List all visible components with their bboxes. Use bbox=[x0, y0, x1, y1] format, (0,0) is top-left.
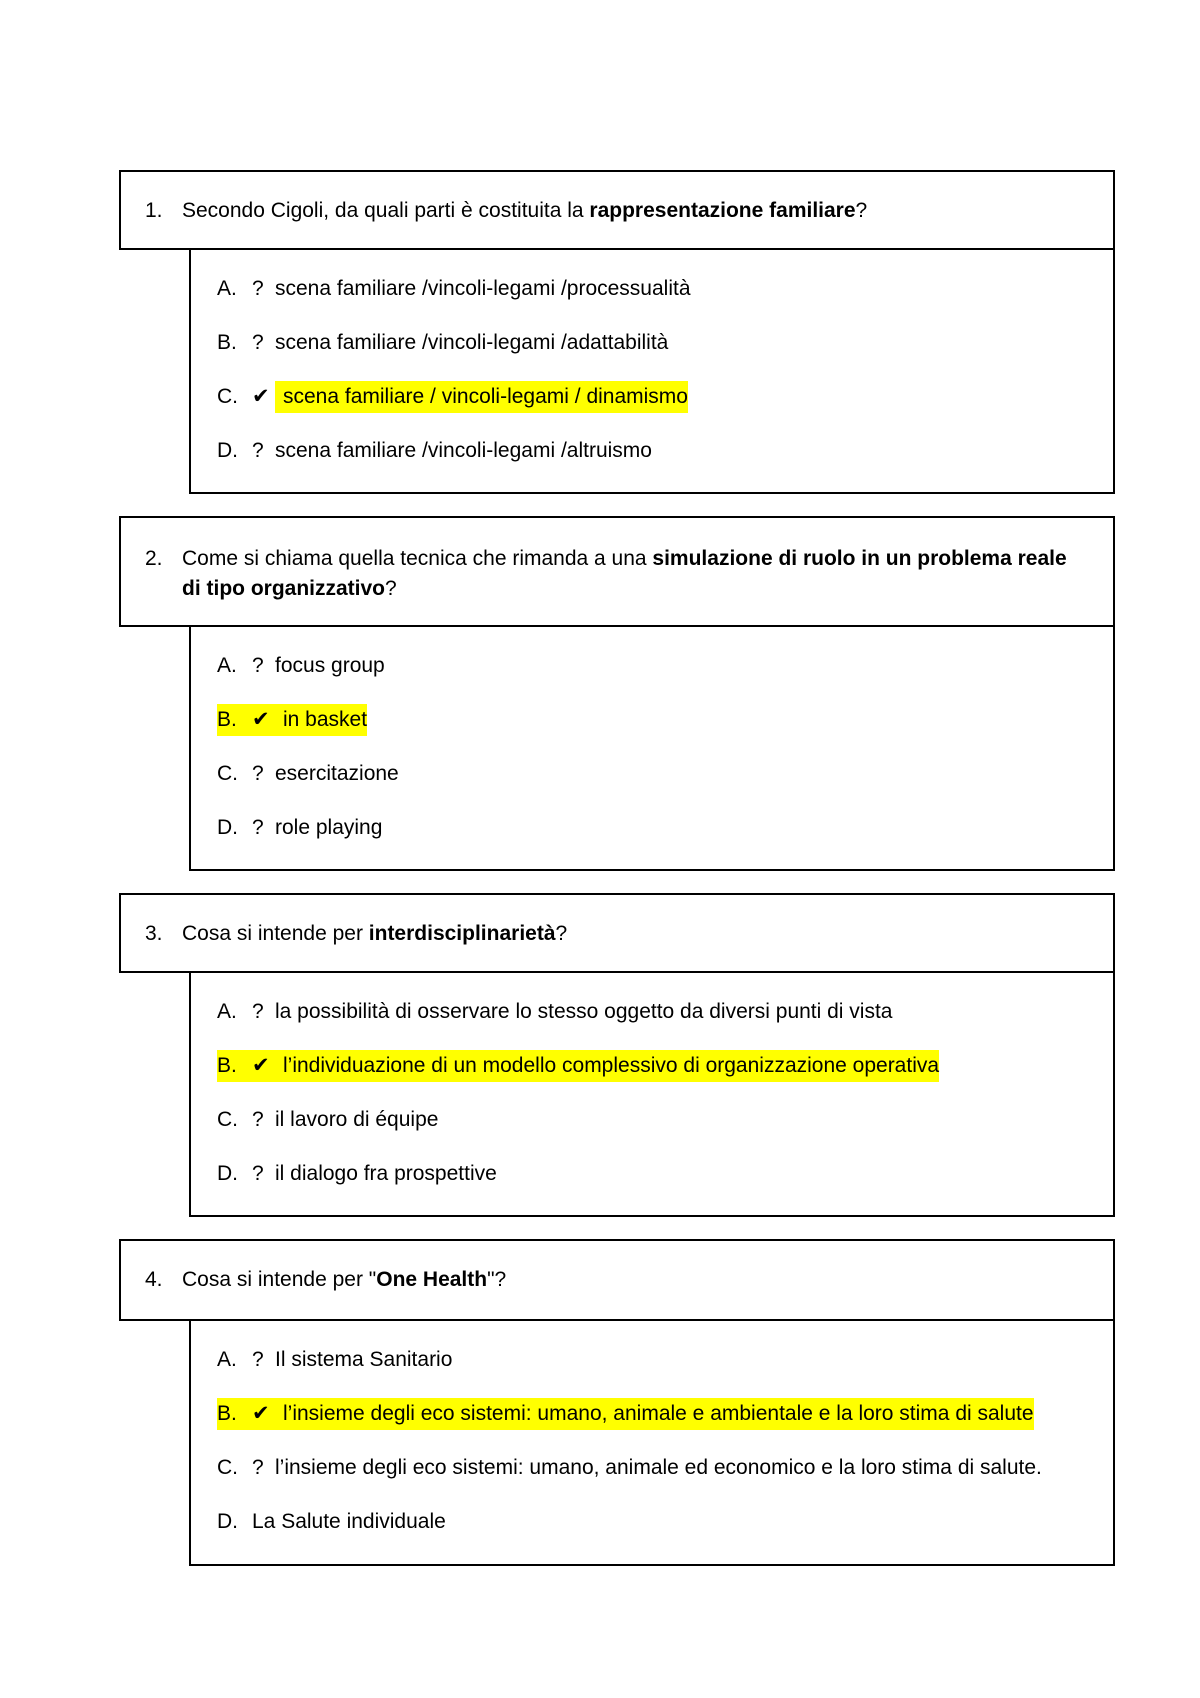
option-letter: D. bbox=[217, 1510, 238, 1533]
option-b-correct[interactable] bbox=[217, 704, 367, 736]
question-number: 2. bbox=[145, 547, 163, 570]
question-mark-icon: ? bbox=[252, 277, 264, 300]
question-box bbox=[119, 170, 1115, 250]
answers-box bbox=[189, 973, 1115, 1217]
option-text: esercitazione bbox=[275, 762, 399, 785]
option-letter: C. bbox=[217, 1456, 238, 1479]
question-keyword: simulazione di ruolo in un problema reale di tipo organizzativo bbox=[182, 547, 1067, 600]
option-letter: B. bbox=[217, 1402, 237, 1425]
question-box bbox=[119, 1239, 1115, 1321]
option-text: la possibilità di osservare lo stesso oggetto da diversi punti di vista bbox=[275, 1000, 893, 1023]
question-box bbox=[119, 893, 1115, 973]
option-text: scena familiare /vincoli-legami /processualità bbox=[275, 277, 691, 300]
checkmark-icon: ✔ bbox=[252, 1402, 270, 1425]
option-d[interactable] bbox=[217, 1158, 497, 1190]
option-letter: D. bbox=[217, 1162, 238, 1185]
answers-box bbox=[189, 1321, 1115, 1566]
question-mark-icon: ? bbox=[252, 331, 264, 354]
question-mark-icon: ? bbox=[252, 654, 264, 677]
option-text: l’insieme degli eco sistemi: umano, animale ed economico e la loro stima di salute. bbox=[275, 1456, 1042, 1479]
option-text: il lavoro di équipe bbox=[275, 1108, 439, 1131]
option-c[interactable] bbox=[217, 758, 399, 790]
answers-box bbox=[189, 627, 1115, 871]
question-text: 4. Cosa si intende per "One Health"? bbox=[145, 1265, 1091, 1295]
option-text: Il sistema Sanitario bbox=[275, 1348, 453, 1371]
option-d[interactable] bbox=[217, 435, 652, 467]
option-d[interactable] bbox=[217, 1506, 446, 1538]
option-letter: D. bbox=[217, 816, 238, 839]
option-letter: C. bbox=[217, 1108, 238, 1131]
question-mark-icon: ? bbox=[252, 1348, 264, 1371]
option-text-highlighted: l’individuazione di un modello complessivo di organizzazione operativa bbox=[283, 1054, 940, 1077]
question-mark-icon: ? bbox=[252, 439, 264, 462]
question-mark-icon: ? bbox=[252, 1108, 264, 1131]
option-text: focus group bbox=[275, 654, 385, 677]
option-text: il dialogo fra prospettive bbox=[275, 1162, 497, 1185]
question-keyword: interdisciplinarietà bbox=[368, 922, 556, 945]
question-keyword: rappresentazione familiare bbox=[589, 199, 856, 222]
option-c[interactable] bbox=[217, 1104, 438, 1136]
option-a[interactable] bbox=[217, 650, 385, 682]
question-mark-icon: ? bbox=[252, 816, 264, 839]
option-a[interactable] bbox=[217, 273, 691, 305]
option-letter: D. bbox=[217, 439, 238, 462]
option-a[interactable] bbox=[217, 996, 893, 1028]
question-mark-icon: ? bbox=[252, 1162, 264, 1185]
option-letter: C. bbox=[217, 762, 238, 785]
option-letter: C. bbox=[217, 385, 238, 408]
option-letter: A. bbox=[217, 1000, 237, 1023]
option-letter: B. bbox=[217, 331, 237, 354]
option-text-highlighted: l’insieme degli eco sistemi: umano, animale e ambientale e la loro stima di salute bbox=[283, 1402, 1034, 1425]
option-text-highlighted: in basket bbox=[283, 708, 368, 731]
question-number: 1. bbox=[145, 199, 163, 222]
question-box bbox=[119, 516, 1115, 627]
option-a[interactable] bbox=[217, 1344, 452, 1376]
option-c[interactable] bbox=[217, 1452, 1042, 1484]
question-text: 1. Secondo Cigoli, da quali parti è costituita la rappresentazione familiare? bbox=[145, 196, 1091, 226]
option-text: scena familiare /vincoli-legami /adattabilità bbox=[275, 331, 669, 354]
checkmark-icon: ✔ bbox=[252, 708, 270, 731]
option-letter: B. bbox=[217, 1054, 237, 1077]
question-mark-icon: ? bbox=[252, 1000, 264, 1023]
option-b-correct[interactable] bbox=[217, 1398, 1034, 1430]
option-letter: A. bbox=[217, 277, 237, 300]
question-mark-icon: ? bbox=[252, 762, 264, 785]
option-text: La Salute individuale bbox=[252, 1510, 446, 1533]
question-number: 3. bbox=[145, 922, 163, 945]
option-letter: A. bbox=[217, 654, 237, 677]
option-letter: A. bbox=[217, 1348, 237, 1371]
checkmark-icon: ✔ bbox=[252, 1054, 270, 1077]
answers-box bbox=[189, 250, 1115, 494]
option-text-highlighted: scena familiare / vincoli-legami / dinamismo bbox=[275, 381, 688, 413]
option-c-correct[interactable] bbox=[217, 381, 688, 413]
option-d[interactable] bbox=[217, 812, 382, 844]
checkmark-icon: ✔ bbox=[252, 385, 270, 408]
question-number: 4. bbox=[145, 1268, 163, 1291]
question-keyword: One Health bbox=[376, 1268, 488, 1291]
option-text: scena familiare /vincoli-legami /altruismo bbox=[275, 439, 652, 462]
option-letter: B. bbox=[217, 708, 237, 731]
question-text: 3. Cosa si intende per interdisciplinarietà? bbox=[145, 919, 1091, 949]
option-text: role playing bbox=[275, 816, 383, 839]
question-mark-icon: ? bbox=[252, 1456, 264, 1479]
option-b-correct[interactable] bbox=[217, 1050, 939, 1082]
question-text: 2. Come si chiama quella tecnica che rimanda a una simulazione di ruolo in un problema reale di tipo organizzativo? bbox=[145, 544, 1091, 604]
option-b[interactable] bbox=[217, 327, 668, 359]
